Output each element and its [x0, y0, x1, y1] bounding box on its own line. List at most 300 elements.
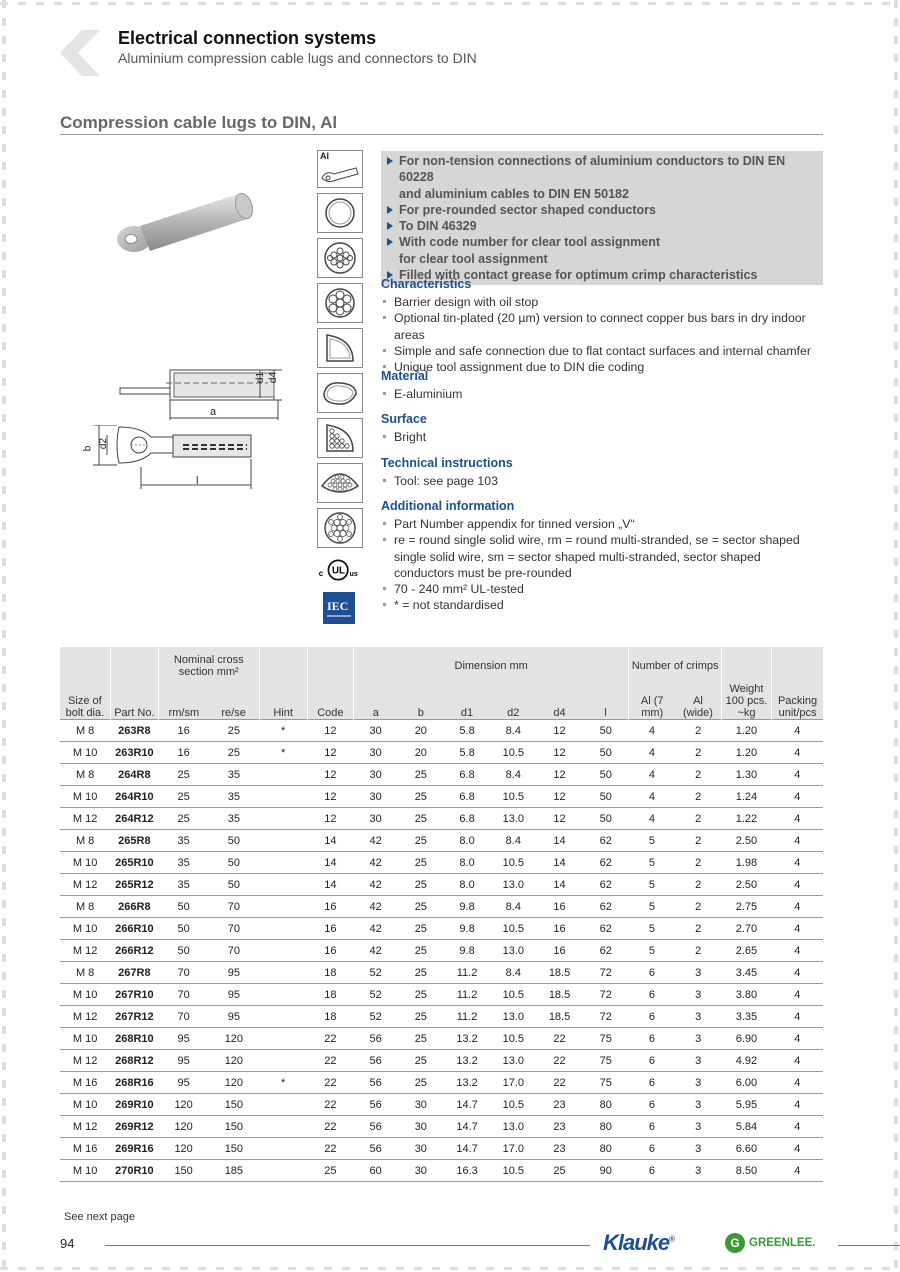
table-cell: 50 [583, 786, 629, 808]
page-edge-top [0, 2, 900, 5]
table-cell: 95 [209, 962, 259, 984]
part-number-cell: 264R10 [110, 786, 158, 808]
see-next-page-note: See next page [64, 1211, 135, 1223]
characteristics-block [381, 277, 821, 375]
technical-block [381, 456, 821, 489]
table-cell: 2 [675, 830, 721, 852]
table-cell: 150 [209, 1138, 259, 1160]
table-row [60, 940, 823, 962]
col-rmsm: rm/sm [159, 684, 209, 719]
table-cell: M 8 [60, 962, 110, 984]
table-row [60, 1160, 823, 1182]
table-cell: 4.92 [721, 1050, 771, 1072]
table-cell: 25 [398, 808, 444, 830]
feature-item: To DIN 46329 [381, 218, 823, 234]
part-number-cell: 267R12 [110, 1006, 158, 1028]
table-cell: M 10 [60, 1094, 110, 1116]
table-cell: 25 [398, 1028, 444, 1050]
table-cell: 3 [675, 1116, 721, 1138]
part-number-cell: 267R10 [110, 984, 158, 1006]
additional-item: re = round single solid wire, rm = round multi-stranded, se = sector shaped single solid wire, sm = sector shaped multi-stranded, sector shaped conductors must be pre-rounded [381, 532, 821, 581]
circular-stranded-icon [317, 508, 363, 548]
table-cell: 50 [159, 940, 209, 962]
table-cell: 10.5 [490, 852, 536, 874]
table-cell: 18.5 [536, 962, 582, 984]
table-cell: 6 [629, 1094, 675, 1116]
table-cell: 35 [209, 808, 259, 830]
table-cell: 3 [675, 1028, 721, 1050]
col-packing: Packing unit/pcs [772, 647, 823, 720]
table-row [60, 918, 823, 940]
table-cell: 50 [209, 830, 259, 852]
table-cell: 14 [536, 874, 582, 896]
table-cell: 16 [307, 940, 353, 962]
table-cell: 2.70 [721, 918, 771, 940]
oval-conductor-icon [317, 373, 363, 413]
table-cell: 72 [583, 962, 629, 984]
table-cell: 5 [629, 896, 675, 918]
table-cell: 120 [159, 1116, 209, 1138]
feature-item: For pre-rounded sector shaped conductors [381, 202, 823, 218]
table-cell: 8.0 [444, 874, 490, 896]
additional-block [381, 499, 821, 614]
table-cell: 4 [772, 786, 823, 808]
technical-item: Tool: see page 103 [381, 473, 821, 489]
table-cell: 6 [629, 1006, 675, 1028]
table-cell: 8.4 [490, 896, 536, 918]
table-cell: 10.5 [490, 1028, 536, 1050]
table-cell: 56 [353, 1072, 397, 1094]
table-cell: M 12 [60, 1050, 110, 1072]
klauke-logo [603, 1230, 674, 1256]
characteristics-item: Optional tin-plated (20 µm) version to connect copper bus bars in dry indoor areas [381, 310, 821, 343]
svg-text:us: us [349, 571, 358, 579]
table-cell: 6.8 [444, 808, 490, 830]
table-cell: M 16 [60, 1072, 110, 1094]
table-cell: 20 [398, 720, 444, 742]
round-multi-stranded-conductor-icon [317, 238, 363, 278]
table-cell [259, 1116, 307, 1138]
table-cell [259, 1028, 307, 1050]
table-cell: 90 [583, 1160, 629, 1182]
part-number-cell: 265R8 [110, 830, 158, 852]
table-cell: 95 [159, 1072, 209, 1094]
table-cell: 1.98 [721, 852, 771, 874]
part-number-cell: 268R16 [110, 1072, 158, 1094]
table-cell [259, 1094, 307, 1116]
table-cell: 12 [536, 742, 582, 764]
table-cell: 5 [629, 874, 675, 896]
table-cell: M 12 [60, 940, 110, 962]
table-cell: 1.24 [721, 786, 771, 808]
col-hint: Hint [259, 647, 307, 720]
table-cell: 25 [398, 1050, 444, 1072]
table-cell: 22 [536, 1072, 582, 1094]
table-cell: 13.0 [490, 874, 536, 896]
table-cell: 4 [629, 808, 675, 830]
table-cell: 25 [398, 984, 444, 1006]
table-cell: 4 [772, 1160, 823, 1182]
header-subtitle: Aluminium compression cable lugs and connectors to DIN [118, 50, 477, 66]
table-cell: 17.0 [490, 1138, 536, 1160]
table-cell: 6 [629, 1116, 675, 1138]
table-cell: 22 [307, 1072, 353, 1094]
table-cell: 56 [353, 1138, 397, 1160]
table-row [60, 984, 823, 1006]
table-cell: 25 [398, 896, 444, 918]
table-cell: 52 [353, 1006, 397, 1028]
table-cell: 10.5 [490, 984, 536, 1006]
table-cell: 3 [675, 1006, 721, 1028]
group-crimps: Number of crimps [629, 647, 721, 684]
table-cell: 5 [629, 940, 675, 962]
table-cell: 70 [159, 962, 209, 984]
footer-rule [105, 1245, 590, 1246]
table-cell [259, 962, 307, 984]
table-cell: 42 [353, 874, 397, 896]
table-cell: 6.90 [721, 1028, 771, 1050]
table-cell: 25 [398, 962, 444, 984]
registered-mark: ® [669, 1234, 675, 1244]
sector-stranded-conductor-icon [317, 418, 363, 458]
table-cell: 50 [583, 742, 629, 764]
table-cell: 25 [398, 1072, 444, 1094]
table-cell: 30 [353, 742, 397, 764]
table-cell: 25 [398, 940, 444, 962]
table-cell: 25 [398, 830, 444, 852]
table-cell: 14 [307, 874, 353, 896]
table-cell: 2 [675, 786, 721, 808]
part-number-cell: 265R10 [110, 852, 158, 874]
additional-item: * = not standardised [381, 597, 821, 613]
table-cell: M 10 [60, 852, 110, 874]
col-d2: d2 [490, 684, 536, 719]
table-row [60, 874, 823, 896]
table-row [60, 1050, 823, 1072]
col-rese: re/se [209, 684, 259, 719]
table-cell: 22 [536, 1028, 582, 1050]
table-cell: 80 [583, 1138, 629, 1160]
table-cell: 3.80 [721, 984, 771, 1006]
table-row [60, 786, 823, 808]
table-cell: 8.50 [721, 1160, 771, 1182]
table-cell: 11.2 [444, 962, 490, 984]
table-cell: 42 [353, 940, 397, 962]
table-cell: 23 [536, 1094, 582, 1116]
table-cell: 4 [772, 962, 823, 984]
conductor-icon-column [317, 150, 365, 629]
round-solid-conductor-icon [317, 193, 363, 233]
table-cell: M 8 [60, 764, 110, 786]
table-cell: 70 [159, 984, 209, 1006]
table-cell: 72 [583, 984, 629, 1006]
table-cell: 10.5 [490, 786, 536, 808]
table-cell: 50 [209, 874, 259, 896]
table-cell: 62 [583, 874, 629, 896]
table-cell: 4 [629, 720, 675, 742]
table-cell: 12 [536, 720, 582, 742]
group-nominal-section: Nominal cross section mm² [159, 647, 260, 684]
table-cell: 150 [209, 1116, 259, 1138]
table-cell: 70 [159, 1006, 209, 1028]
table-cell: 30 [353, 720, 397, 742]
col-bolt: Size of bolt dia. [60, 647, 110, 720]
page-edge-bottom [0, 1267, 900, 1270]
table-cell: 12 [307, 742, 353, 764]
table-cell: 62 [583, 830, 629, 852]
table-cell: 4 [772, 1028, 823, 1050]
table-cell: 3 [675, 962, 721, 984]
table-cell: 30 [353, 808, 397, 830]
table-cell: 42 [353, 830, 397, 852]
table-cell: M 8 [60, 896, 110, 918]
table-cell: 30 [398, 1160, 444, 1182]
sector-multi-stranded-icon [317, 463, 363, 503]
table-cell: 12 [536, 764, 582, 786]
table-cell: 56 [353, 1116, 397, 1138]
part-number-cell: 267R8 [110, 962, 158, 984]
table-cell: 22 [307, 1050, 353, 1072]
table-cell: 150 [209, 1094, 259, 1116]
table-cell: 42 [353, 918, 397, 940]
surface-item: Bright [381, 429, 821, 445]
table-cell: 10.5 [490, 1160, 536, 1182]
part-number-cell: 270R10 [110, 1160, 158, 1182]
table-cell: M 10 [60, 984, 110, 1006]
table-cell: 30 [353, 786, 397, 808]
table-cell: 22 [307, 1138, 353, 1160]
table-cell: 22 [307, 1116, 353, 1138]
table-cell: 25 [209, 742, 259, 764]
table-cell: 20 [398, 742, 444, 764]
table-cell: 14 [307, 852, 353, 874]
table-cell: 3 [675, 1050, 721, 1072]
table-cell [259, 830, 307, 852]
material-block [381, 369, 821, 402]
table-cell: 6 [629, 984, 675, 1006]
table-cell: 4 [629, 786, 675, 808]
table-cell: 30 [398, 1138, 444, 1160]
table-cell: 120 [209, 1028, 259, 1050]
table-cell: 13.0 [490, 1116, 536, 1138]
svg-text:UL: UL [331, 565, 345, 577]
characteristics-heading: Characteristics [381, 277, 472, 291]
table-cell: 3 [675, 1160, 721, 1182]
table-cell: 50 [583, 808, 629, 830]
table-cell: 5.84 [721, 1116, 771, 1138]
table-cell: 5.8 [444, 720, 490, 742]
greenlee-wordmark: GREENLEE. [749, 1237, 816, 1249]
table-cell: 13.2 [444, 1028, 490, 1050]
table-cell: 6 [629, 1072, 675, 1094]
table-cell: 16 [159, 720, 209, 742]
table-cell: 8.4 [490, 962, 536, 984]
col-b: b [398, 684, 444, 719]
table-row [60, 1028, 823, 1050]
table-cell: 35 [159, 852, 209, 874]
feature-item: With code number for clear tool assignment [381, 234, 823, 250]
table-cell: 185 [209, 1160, 259, 1182]
table-cell: 2 [675, 720, 721, 742]
table-cell: 42 [353, 852, 397, 874]
table-cell: 14 [536, 830, 582, 852]
dim-label-d1: d1 [255, 371, 267, 384]
table-cell: 95 [209, 984, 259, 1006]
section-divider [60, 134, 823, 135]
table-row [60, 1006, 823, 1028]
part-number-cell: 266R10 [110, 918, 158, 940]
dim-label-d4: d4 [268, 371, 280, 384]
table-row [60, 1116, 823, 1138]
svg-text:c: c [318, 569, 324, 579]
table-cell: 1.20 [721, 720, 771, 742]
table-cell [259, 1160, 307, 1182]
table-cell: M 16 [60, 1138, 110, 1160]
table-cell: * [259, 720, 307, 742]
table-cell: 56 [353, 1050, 397, 1072]
table-cell [259, 764, 307, 786]
table-row [60, 830, 823, 852]
part-number-cell: 269R12 [110, 1116, 158, 1138]
table-cell [259, 1006, 307, 1028]
table-cell: 25 [159, 808, 209, 830]
table-cell: 23 [536, 1116, 582, 1138]
table-cell: 5 [629, 918, 675, 940]
part-number-cell: 264R12 [110, 808, 158, 830]
col-code: Code [307, 647, 353, 720]
table-cell: 75 [583, 1072, 629, 1094]
table-cell: 16 [307, 918, 353, 940]
table-cell: 12 [307, 720, 353, 742]
table-cell: 6 [629, 1050, 675, 1072]
col-d1: d1 [444, 684, 490, 719]
feature-item: Filled with contact grease for optimum crimp characteristics [381, 267, 823, 283]
table-cell [259, 874, 307, 896]
table-cell: M 10 [60, 742, 110, 764]
table-cell: 25 [398, 918, 444, 940]
table-cell: 8.4 [490, 720, 536, 742]
table-cell: 3 [675, 1072, 721, 1094]
table-cell: 2.50 [721, 874, 771, 896]
table-cell: 75 [583, 1050, 629, 1072]
table-cell: 3 [675, 1094, 721, 1116]
table-cell: 50 [159, 896, 209, 918]
table-cell: * [259, 742, 307, 764]
table-cell: 6.60 [721, 1138, 771, 1160]
table-cell: 3.35 [721, 1006, 771, 1028]
table-cell: 10.5 [490, 742, 536, 764]
table-cell: 50 [209, 852, 259, 874]
table-cell: 150 [159, 1160, 209, 1182]
klauke-wordmark: Klauke [603, 1230, 670, 1255]
table-cell: 25 [398, 764, 444, 786]
table-cell: M 10 [60, 1028, 110, 1050]
table-cell: 25 [398, 786, 444, 808]
table-cell: 23 [536, 1138, 582, 1160]
table-cell: 8.0 [444, 830, 490, 852]
table-row [60, 720, 823, 742]
feature-item: for clear tool assignment [399, 251, 548, 266]
table-cell: M 10 [60, 918, 110, 940]
table-cell: 18.5 [536, 1006, 582, 1028]
table-cell: 13.0 [490, 1050, 536, 1072]
table-cell: 5 [629, 830, 675, 852]
table-cell: 6 [629, 1028, 675, 1050]
col-al-wide: Al (wide) [675, 684, 721, 719]
table-cell: 30 [398, 1094, 444, 1116]
table-cell: 10.5 [490, 1094, 536, 1116]
dim-label-a: a [210, 406, 217, 418]
table-row [60, 962, 823, 984]
table-row [60, 808, 823, 830]
table-cell: 50 [583, 720, 629, 742]
table-cell: M 12 [60, 808, 110, 830]
al-label: Al [320, 151, 329, 161]
table-cell: M 8 [60, 720, 110, 742]
table-cell [259, 852, 307, 874]
table-row [60, 1094, 823, 1116]
page-edge-right [894, 0, 898, 1272]
dim-label-b: b [82, 445, 94, 452]
table-cell: 62 [583, 852, 629, 874]
table-cell: 30 [353, 764, 397, 786]
page-number: 94 [60, 1236, 75, 1251]
table-cell: 16 [159, 742, 209, 764]
table-cell: 9.8 [444, 896, 490, 918]
table-cell: 2 [675, 852, 721, 874]
col-l: l [583, 684, 629, 719]
table-row [60, 1072, 823, 1094]
table-cell: 25 [209, 720, 259, 742]
table-cell: 52 [353, 984, 397, 1006]
table-cell [259, 940, 307, 962]
characteristics-item: Simple and safe connection due to flat contact surfaces and internal chamfer [381, 343, 821, 359]
col-al-7mm: Al (7 mm) [629, 684, 675, 719]
table-cell: 12 [307, 786, 353, 808]
table-row [60, 1138, 823, 1160]
dim-label-d2: d2 [98, 437, 110, 450]
feature-box [381, 151, 823, 285]
part-number-cell: 264R8 [110, 764, 158, 786]
table-cell: 3 [675, 984, 721, 1006]
table-cell: 12 [536, 786, 582, 808]
table-cell: 120 [209, 1050, 259, 1072]
table-cell: 13.0 [490, 808, 536, 830]
table-cell: 4 [772, 1006, 823, 1028]
table-cell: 18 [307, 962, 353, 984]
table-cell: 8.4 [490, 830, 536, 852]
table-cell: 95 [209, 1006, 259, 1028]
table-cell: 35 [209, 764, 259, 786]
table-cell [259, 1050, 307, 1072]
table-cell: 4 [772, 874, 823, 896]
table-cell: 95 [159, 1028, 209, 1050]
part-number-cell: 269R16 [110, 1138, 158, 1160]
characteristics-item: Unique tool assignment due to DIN die coding [381, 359, 821, 375]
table-cell: 2 [675, 918, 721, 940]
table-cell: 62 [583, 896, 629, 918]
part-number-cell: 265R12 [110, 874, 158, 896]
table-cell: 4 [772, 984, 823, 1006]
col-weight: Weight 100 pcs. ~kg [721, 647, 771, 720]
part-number-cell: 263R8 [110, 720, 158, 742]
table-cell: 4 [772, 1138, 823, 1160]
table-cell [259, 918, 307, 940]
table-cell: 6.00 [721, 1072, 771, 1094]
table-cell: 5.95 [721, 1094, 771, 1116]
characteristics-item: Barrier design with oil stop [381, 294, 821, 310]
table-cell [259, 984, 307, 1006]
